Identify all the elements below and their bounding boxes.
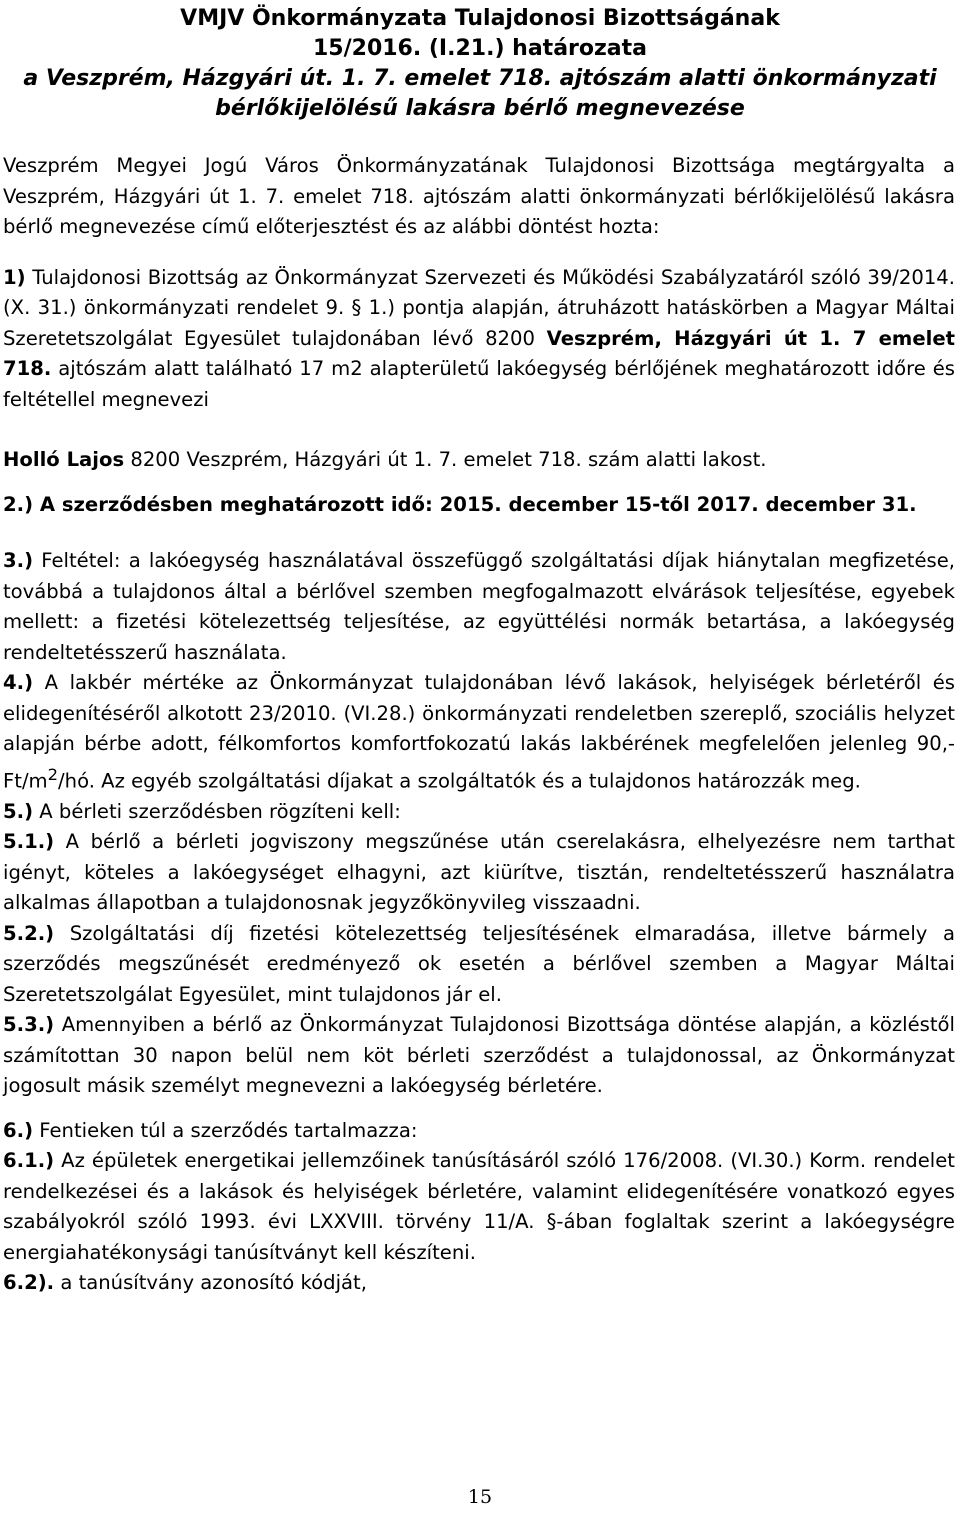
item-5-paragraph <box>3 797 955 828</box>
item-6-paragraph <box>3 1116 955 1147</box>
item-6-number: 6.) <box>3 1118 34 1142</box>
item-3-number: 3.) <box>3 549 34 572</box>
item-5-text: A bérleti szerződésben rögzíteni kell: <box>33 799 401 823</box>
item-4-number: 4.) <box>3 671 34 694</box>
item-1-paragraph <box>3 263 955 416</box>
intro-paragraph: Veszprém Megyei Jogú Város Önkormányzatának Tulajdonosi Bizottsága megtárgyalta a Veszprém, Házgyári út 1. 7. emelet 718. ajtószám alatti önkormányzati bérlőkijelölésű lakásra bérlő megnevezése című előterjesztést és az alábbi döntést hozta: <box>3 154 955 238</box>
item-5-3-text: Amennyiben a bérlő az Önkormányzat Tulajdonosi Bizottsága döntése alapján, a közléstől számítottan 30 napon belül nem köt bérleti szerződést a tulajdonossal, az Önkormányzat jogosult másik személyt megnevezni a lakóegység bérletére. <box>3 1013 955 1098</box>
item-1-number: 1) <box>3 265 26 289</box>
item-6-1-paragraph <box>3 1146 955 1268</box>
item-5-number: 5.) <box>3 799 34 823</box>
header-resolution-number: 15/2016. (I.21.) határozata <box>312 36 648 61</box>
item-6-2-text: a tanúsítvány azonosító kódját, <box>54 1271 367 1295</box>
item-5-1-text: A bérlő a bérleti jogviszony megszűnése után cserelakásra, elhelyezésre nem tarthat igényt, köteles a lakóegységet elhagyni, azt kiürítve, tisztán, rendeltetésszerű használatra alkalmas állapotban a tulajdonosnak jegyzőkönyvileg visszaadni. <box>3 830 955 915</box>
tenant-name: Holló Lajos <box>3 448 125 471</box>
item-5-2-number: 5.2.) <box>3 921 55 945</box>
item-2-text: 2.) A szerződésben meghatározott idő: 2015. december 15-től 2017. december 31. <box>3 492 917 516</box>
item-6-1-number: 6.1.) <box>3 1149 55 1173</box>
item-1-text-b: ajtószám alatt található 17 m2 alapterületű lakóegység bérlőjének meghatározott időre és feltétellel megnevezi <box>3 357 955 411</box>
item-4-superscript: 2 <box>47 764 59 784</box>
item-2-paragraph <box>3 490 955 521</box>
document-header <box>0 4 960 124</box>
tenant-address: 8200 Veszprém, Házgyári út 1. 7. emelet 718. szám alatti lakost. <box>124 448 767 471</box>
item-6-text: Fentieken túl a szerződés tartalmazza: <box>33 1118 418 1142</box>
item-3-text: Feltétel: a lakóegység használatával összefüggő szolgáltatási díjak hiánytalan megfizetése, továbbá a tulajdonos által a bérlővel szemben megfogalmazott elvárások teljesítése, egyebek mellett: a fizetési kötelezettség teljesítése, az együttélési normák betartása, a lakóegység rendeltetésszerű használata. <box>3 549 955 664</box>
item-1-address: Veszprém, Házgyári út 1. 7 emelet 718. <box>3 326 955 380</box>
item-4-text-a: A lakbér mértéke az Önkormányzat tulajdonában lévő lakások, helyiségek bérletéről és elidegenítéséről alkotott 23/2010. (VI.28.) önkormányzati rendeletben szereplő, szociális helyzet alapján bérbe adott, félkomfortos komfortfokozatú lakás lakbérének megfelelően jelenleg 90,-Ft/m <box>3 671 955 793</box>
header-title-line: VMJV Önkormányzata Tulajdonosi Bizottságának <box>180 6 780 31</box>
item-5-1-paragraph <box>3 827 955 919</box>
item-6-2-number: 6.2). <box>3 1271 55 1295</box>
item-4-text-b: /hó. Az egyéb szolgáltatási díjakat a szolgáltatók és a tulajdonos határozzák meg. <box>58 769 861 793</box>
header-subject-line-1: a Veszprém, Házgyári út. 1. 7. emelet 718. ajtószám alatti önkormányzati <box>23 66 937 91</box>
item-5-2-text: Szolgáltatási díj fizetési kötelezettség teljesítésének elmaradása, illetve bármely a szerződés megszűnését eredményező ok esetén a bérlővel szemben a Magyar Máltai Szeretetszolgálat Egyesület, mint tulajdonos jár el. <box>3 921 955 1006</box>
page-number: 15 <box>467 1486 493 1508</box>
tenant-paragraph <box>3 445 955 476</box>
header-subject-line-2: bérlőkijelölésű lakásra bérlő megnevezése <box>215 96 745 121</box>
item-1-text-a: Tulajdonosi Bizottság az Önkormányzat Szervezeti és Működési Szabályzatáról szóló 39/2014. (X. 31.) önkormányzati rendelet 9. § 1.) pontja alapján, átruházott hatáskörben a Magyar Máltai Szeretetszolgálat Egyesület tulajdonában lévő 8200 <box>3 265 955 350</box>
item-3-paragraph <box>3 546 955 668</box>
item-5-3-number: 5.3.) <box>3 1013 55 1037</box>
item-6-1-text: Az épületek energetikai jellemzőinek tanúsításáról szóló 176/2008. (VI.30.) Korm. rendelet rendelkezései és a lakások és helyiségek bérletére, valamint elidegenítésére vonatkozó egyes szabályokról szóló 1993. évi LXXVIII. törvény 11/A. §-ában foglaltak szerint a lakóegységre energiahatékonysági tanúsítványt kell készíteni. <box>3 1149 955 1264</box>
item-6-2-paragraph <box>3 1268 955 1299</box>
item-5-3-paragraph <box>3 1010 955 1102</box>
item-4-paragraph <box>3 668 955 797</box>
item-5-2-paragraph <box>3 919 955 1011</box>
document-body <box>3 151 955 1299</box>
item-5-1-number: 5.1.) <box>3 830 55 854</box>
